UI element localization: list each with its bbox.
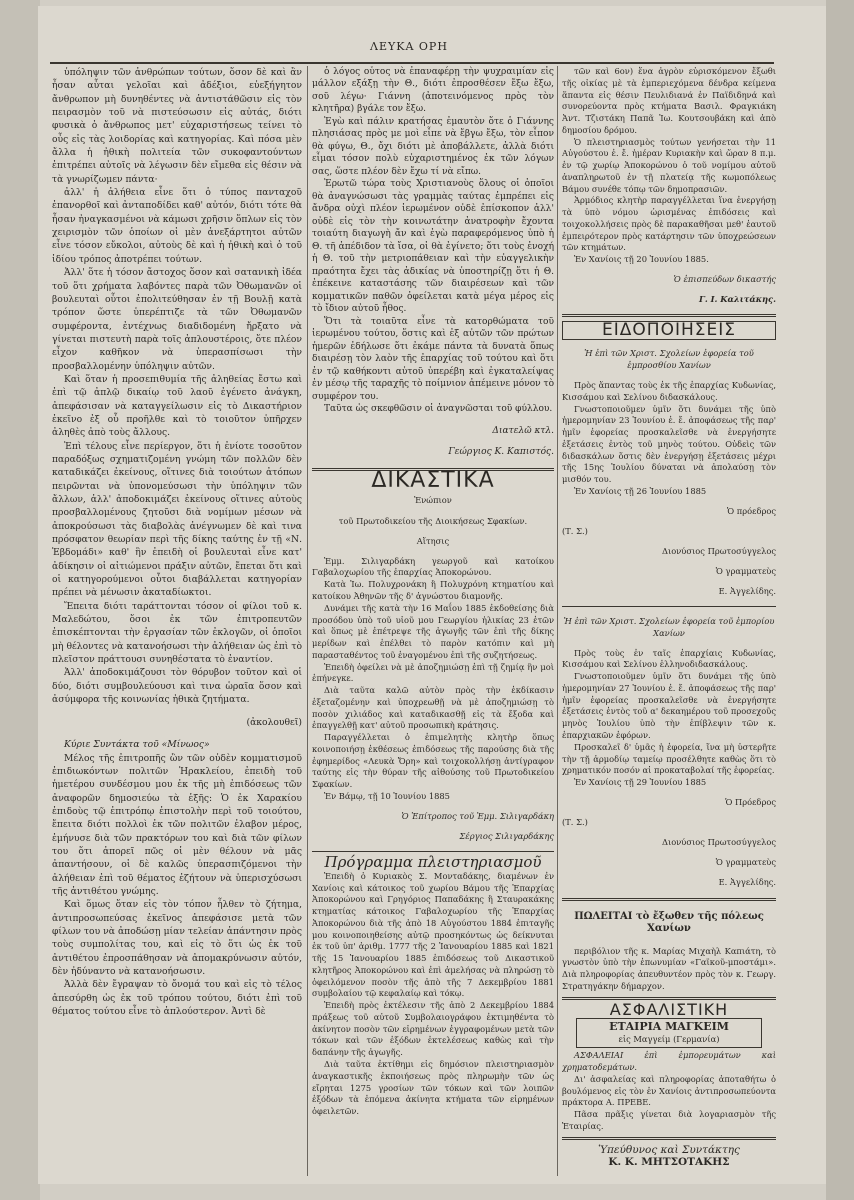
notice-signature: Ὁ γραμματεὺς [715, 857, 776, 868]
section-rule [562, 898, 776, 901]
insurance-text: Πᾶσα πρᾶξις γίνεται διὰ λογαριασμὸν τῆς Ἑταιρίας. [562, 1109, 776, 1131]
section-rule [312, 851, 554, 852]
letter-paragraph: Μέλος τῆς ἐπιτροπῆς ὢν τῶν οὐδὲν κομματισμοῦ ἐπιδιωκόντων πολιτῶν Ἡρακλείου, ἐπειδὴ τοῦ ἡμετέρου συνδέσμου μου ἐκ τῆς μὴ ἐπιδόσεως τῶν ἀναφορῶν δημοσιεύω τὰ ἑξῆς: Ὁ ἐκ Χαρακίου ἐπιδοὺς τῷ ἐπιτρόπῳ ἐπιστολὴν περὶ τοῦ τοιούτου, ἔπειτα διότι πολλοὶ ἐκ τῶν πολιτῶν ἐλαβον μέρος, ἐμήνυσε διὰ τῶν πρακτόρων του καὶ διὰ τῶν φίλων του ὅτι ἀπορεῖ πῶς οἱ μὲν θέλουν νὰ μᾶς ἀπαντήσουν, οἱ δὲ καλῶς ὑπερασπιζόμενοι τὴν ἀλήθειαν ἐπὶ τοῦ θέματος ἐζήτουν νὰ ὑπερισχύσωσι τῆς ἀντιθέτου γνώμης. [52, 752, 302, 897]
letter-paragraph: Ἀλλὰ δὲν ἔγραψαν τὸ ὄνομά του καὶ εἰς τὸ τέλος ἀπεσύρθη ὡς ἐκ τοῦ τρόπου τούτου, διότι ἐπὶ τοῦ θέματος τούτου εἶνε τὸ ἀπλούστερον. Ἀντὶ δὲ [52, 979, 302, 1018]
notice-paragraph: Πρὸς τοὺς ἐν ταῖς ἐπαρχίαις Κυδωνίας, Κισσάμου καὶ Σελίνου ἑλληνοδιδασκάλους. [562, 647, 776, 670]
court-heading: Ἐνώπιον [414, 495, 452, 506]
notices-title: ΕΙΔΟΠΟΙΗΣΕΙΣ [602, 320, 736, 341]
notice-seal: (Τ. Σ.) [562, 526, 588, 537]
court-heading: τοῦ Πρωτοδικείου τῆς Διοικήσεως Σφακίων. [338, 515, 528, 526]
auction-signature-title: Ὁ ἐπισπεύδων δικαστής [673, 274, 776, 285]
letter-paragraph: ὁ λόγος οὗτος νὰ ἐπαναφέρῃ τὴν ψυχραιμίαν εἰς μάλλον εξάξῃ τὴν Θ., διότι ἐπροσθέσεν ἔξω ἔξω, σοῦ λέγω· Γιάννη (ἀποτεινόμενος πρὸς τὸν κλητῆρα) βγάλε τον ἔξω. [312, 67, 554, 115]
footer-label: Ὑπεύθυνος καὶ Συντάκτης [598, 1143, 740, 1156]
court-paragraph: Ἐμμ. Σιλιγαρδάκη γεωργοῦ καὶ κατοίκου Γαβαλοχωρίου τῆς ἐπαρχίας Ἀποκορώνου. [312, 555, 554, 578]
auction-signature-name: Γ. Ι. Καλιτάκης. [698, 294, 776, 305]
auction-title: Πρόγραμμα πλειστηριασμοῦ [324, 853, 542, 872]
notice-paragraph: Γνωστοποιοῦμεν ὑμῖν ὅτι δυνάμει τῆς ὑπὸ ἡμερομηνίαν 23 Ἰουνίου ἐ. ἔ. ἀποφάσεως τῆς παρ' ἡμῖν ἐφορείας προσκαλεῖσθε νὰ ἐνεργήσητε ἐξετάσεις ἐντὸς τοῦ μηνὸς τούτου. Οὐδεὶς τῶν διδασκάλων ὅστις δὲν ἐνεργήσῃ ἐξετάσεις μέχρι τῆς 15ης Ἰουλίου δύναται νὰ ἀπολαύσῃ τὸν μισθόν του. [562, 403, 776, 485]
auction-paragraph: τῶν καὶ 6ον) ἕνα ἀγρὸν εὑρισκόμενον ἔξωθι τῆς οἰκίας μὲ τὰ ἐμπεριεχόμενα δένδρα κείμενα ἅπαντα εἰς θέσιν Πευλιδιανά ἐν Παϊδιδηνά καὶ συνορεύοντα πρὸς κτήματα Βασιλ. Φραγκιάκη Ἀντ. Τζιστάκη Παπᾶ Ἰω. Κουτσουβάκη καὶ ἀπὸ δημοσίου δρόμου. [562, 66, 776, 135]
letter-title: Κύριε Συντάκτα τοῦ «Μίνωος» [64, 739, 210, 751]
letter-paragraph: Καὶ ὅμως ὅταν εἰς τὸν τόπον ἦλθεν τὸ ζήτημα, ἀντιπροσωπεύσας ἐκεῖνος ἀπεφάσισε μετὰ τῶν φίλων του νὰ ἀποδώσῃ μίαν τελείαν ἀπάντησιν πρὸς τοὺς συμπολίτας του, καὶ εἰς τὸ ὅτι ὡς ἐκ τοῦ ἀντιθέτου ἐπροσπάθησαν νὰ ἀπομακρύνωσιν αὐτόν, δὲν ἠδύναντο νὰ κατανοήσωσιν. [52, 899, 302, 978]
sale-text: περιβόλιον τῆς κ. Μαρίας Μιχαὴλ Καπιάτη, τὸ γνωστὸν ὑπὸ τὴν ἐπωνυμίαν «Γαϊκοῦ-μποστάμι». Διὰ πληροφορίας ἀπευθυντέον πρὸς τὸν κ. Γεωργ. Στρατηγάκην δήμαρχον. [562, 945, 776, 991]
page-gutter [0, 0, 40, 1200]
column-3 [562, 66, 776, 1169]
section-title-dikastika: ΔΙΚΑΣΤΙΚΑ [371, 467, 495, 493]
notice-paragraph: Γνωστοποιοῦμεν ὑμῖν ὅτι δυνάμει τῆς ὑπὸ ἡμερομηνίαν 27 Ἰουνίου ἐ. ἔ. ἀποφάσεως τῆς παρ' ἡμῖν ἐφορείας προσκαλεῖσθε νὰ ἐνεργήσητε ἐξετάσεις ἐντὸς τοῦ α' δεκαημέρου τοῦ προσεχοῦς μηνὸς Ἰουλίου ὑπὸ τὴν ἐπίβλεψιν τῶν κ. ἐπαρχιακῶν ἐφόρων. [562, 671, 776, 740]
footer-name: Κ. Κ. ΜΗΤΣΟΤΑΚΗΣ [608, 1156, 730, 1169]
insurance-city: εἰς Μαγγείμ (Γερμανία) [618, 1033, 720, 1044]
sale-title: ΠΩΛΕΙΤΑΙ τὸ ἔξωθεν τῆς πόλεως Χανίων [574, 910, 764, 935]
court-paragraph: Ἐπειδὴ ὀφείλει νὰ μὲ ἀποζημιώσῃ ἐπὶ τῇ ζημίᾳ ἣν μοὶ ἐπήνεγκε. [312, 661, 554, 684]
court-paragraph: Διὰ ταῦτα καλῶ αὐτὸν πρὸς τὴν ἐκδίκασιν ἐξεταζομένην καὶ ὑποχρεωθῇ νὰ μὲ ἀποζημιώσῃ τὸ ποσὸν χιλιάδος καὶ καταδικασθῇ εἰς τὰ ἔξοδα καὶ ἐπαγγελθῇ κατ' αὐτοῦ προσωπικὴ κράτησις. [312, 685, 554, 731]
column-divider [307, 66, 308, 1176]
column-2 [312, 66, 554, 1118]
page-fold [826, 0, 854, 1200]
auction-paragraph: Ἐπειδὴ πρὸς ἐκτέλεσιν τῆς ἀπὸ 2 Δεκεμβρίου 1884 πράξεως τοῦ αὐτοῦ Συμβολαιογράφου ἐκτιμηθέντα τὸ ἀκίνητον ποσὸν τῶν εἰρημένων ἐγγραφομένων μετὰ τῶν τόκων καὶ τῶν ἐξόδων ἐκτελέσεως καθὼς καὶ τὴν δαπάνην τῆς ἀγωγῆς. [312, 1000, 554, 1058]
notice-date: Ἐν Χανίοις τῇ 26 Ἰουνίου 1885 [574, 486, 707, 497]
court-signature: Σέργιος Σιλιγαρδάκης [459, 831, 554, 842]
article-paragraph: ὑπόληψιν τῶν ἀνθρώπων τούτων, ὅσον δὲ καὶ ἂν ἦσαν αὗται γελοῖαι καὶ ἀδέξιοι, εὐεξήγητον ἄνθρωπον μὴ δυνηθέντες νὰ ἀντιστάθῶσιν εἰς τὸν πειρασμὸν τοῦ νὰ πιστεύσωσιν εἰς αὐτάς, διότι φυσικὰ ὁ ἄνθρωπος μετ' εὐχαριστήσεως τείνει τὸ οὖς εἰς τὰς λοιδορίας καὶ κατηγορίας. Καὶ πόσα μὲν ἄλλα ἡ ἠθικὴ πολιτεία τῶν συκοφαντούντων ἐπιτρέπει αὐτοῖς νὰ λέγωσιν δὲν εἴμεθα εἰς θέσιν νὰ τὰ γνωρίζωμεν πάντα· [52, 67, 302, 185]
insurance-subtitle: ΑΣΦΑΛΕΙΑΙ ἐπὶ ἐμπορευμάτων καὶ χρηματοδεμάτων. [562, 1050, 776, 1073]
column-1 [52, 66, 302, 1018]
notice-seal: (Τ. Σ.) [562, 817, 588, 828]
notice-signature: Ὁ γραμματεὺς [715, 566, 776, 577]
notice-signature: Διονύσιος Πρωτοσύγγελος [661, 546, 776, 557]
letter-paragraph: Ταῦτα ὡς σκεφθῶσιν οἱ ἀναγνῶσται τοῦ φύλλου. [324, 404, 553, 415]
court-heading: Αἴτησις [416, 535, 450, 546]
continued-note: (ἀκολουθεῖ) [246, 716, 302, 728]
auction-paragraph: Ὁ πλειστηριασμὸς τούτων γενήσεται τὴν 11 Αὐγούστου ἐ. ἔ. ἡμέραν Κυριακὴν καὶ ὥραν 8 π.μ. ἐν τῷ χωρίῳ Ἀποκορώνου ὁ τοῦ νομίμου αὐτοῦ ἀναπληρωτοῦ ἐν τῇ πλατείᾳ τῆς κωμοπόλεως Βάμου συνέθε τόπῳ τῶν δημοπρασιῶν. [562, 136, 776, 194]
court-paragraph: Κατὰ Ἰω. Πολυχρονάκη ἢ Πολυχρόνη κτηματίου καὶ κατοίκου Ἀθηνῶν τῆς δ' ἀγνώστου διαμονῆς. [312, 579, 554, 601]
insurance-text: Δι' ἀσφαλείας καὶ πληροφορίας ἀποταθήτω ὁ βουλόμενος εἰς τὸν ἐν Χανίοις ἀντιπροσωπεύοντα πράκτορα Α. ΠΡΕΒΕ. [562, 1073, 776, 1108]
column-divider [557, 66, 558, 1176]
insurance-company-box [576, 1018, 762, 1048]
auction-paragraph: Διὰ ταῦτα ἐκτίθημι εἰς δημόσιον πλειστηριασμὸν ἀναγκαστικῆς ἐκποιήσεως πρὸς πληρωμὴν τῶν ὡς εἴρηται 1275 γροσίων τῶν τόκων καὶ τῶν λοιπῶν ἐξόδων τὰ ἑπόμενα ἀκίνητα κτήματα τῶν εἰρημένων ὀφειλετῶν. [312, 1058, 554, 1117]
letter-signature: Γεώργιος Κ. Καπιστός. [448, 447, 554, 458]
court-paragraph: Παραγγέλλεται ὁ ἐπιμελητὴς κλητὴρ ὅπως κοινοποιήσῃ ἐκθέσεως ἐπιδόσεως τῆς παρούσης διὰ τῆς ἐφημερίδος «Λευκὰ Ὄρη» καὶ τοιχοκολλήσῃ ἀντίγραφον ταύτης εἰς τὴν θύραν τῆς αἰθούσης τοῦ Πρωτοδικείου Σφακίων. [312, 732, 554, 790]
notice-heading: Ἡ ἐπὶ τῶν Χριστ. Σχολείων ἐφορεία τοῦ ἐμπροσθίου Χανίων [584, 348, 754, 371]
notice-signature: Ε. Ἀγγελίδης. [718, 586, 776, 597]
notice-paragraph: Προσκαλεῖ δ' ὑμᾶς ἡ ἐφορεία, ἵνα μὴ ὑστερῆτε τὴν τῇ ἁρμοδίῳ ταμείῳ προσέλθητε καθὼς ὅτι τὸ χρηματικόν ποσόν αἱ προκαταβολαί τῆς ἐφορείας. [562, 741, 776, 776]
article-paragraph: Καὶ ὅταν ἡ προσεπιθυμία τῆς ἀληθείας ἔστω καὶ ἐπὶ τῷ ἀπλῷ δικαίῳ τοῦ λαοῦ ἐγένετο ἀνάγκη, ἀπεφάσισαν νὰ καταγγείλωσιν εἰς τὸ Δικαστήριον ἐκεῖνο ἐξ οὗ προῆλθε καὶ τὸ τοιοῦτον ὑπῆρχεν ἀληθὲς ἀπὸ τοὺς ἄλλους. [52, 373, 302, 439]
article-paragraph: Ἀλλ' ὅτε ἡ τόσον ἄστοχος ὅσον καὶ σατανικὴ ἰδέα τοῦ ὅτι χρήματα λαβόντες παρὰ τῶν Ὀθωμανῶν οἱ βουλευταὶ οὗτοι ἐπολιτεύθησαν ἐν τῇ Βουλῇ κατὰ τρόπον ὥστε ὑπερέπτιζε τὰ τῶν Ὀθωμανῶν συμφέροντα, ἐντέχνως διαδιδομένη ἤρξατο νὰ γίνεται πιστευτὴ παρὰ τοῖς ἁπλουστέροις, ὅτε πλέον εἶχον καθῆκον νὰ ὑπερασπίσωσι τὴν προσβαλλομένην ὑπόληψιν αὐτῶν. [52, 267, 302, 372]
notice-paragraph: Πρὸς ἅπαντας τοὺς ἐκ τῆς ἐπαρχίας Κυδωνίας, Κισσάμου καὶ Σελίνου διδασκάλους. [562, 380, 776, 402]
letter-paragraph: Ἐγὼ καὶ πάλιν κρατήσας ἐμαυτὸν ὅτε ὁ Γιάννης πλησιάσας πρὸς με μοὶ εἶπε νὰ ἔβγω ἔξω, τὸν εἶπον θὰ φύγω, Θ., ὄχι διότι μὲ ἀποβάλλετε, ἀλλὰ διότι εἶμαι τόσον πολὺ εὐχαριστημένος ἐκ τῶν λόγων σας, ὥστε πλέον δὲν ἔχω τί νὰ εἴπω. [312, 116, 554, 177]
court-signature: Ὁ Ἐπίτροπος τοῦ Ἐμμ. Σιλιγαρδάκη [401, 811, 554, 822]
court-paragraph: Δυνάμει τῆς κατὰ τὴν 16 Μαΐου 1885 ἐκδοθείσης διὰ προσόδου ὑπὸ τοῦ υἱοῦ μου Γεωργίου ἡλικίας 23 ἐτῶν καὶ ὅπως μὲ ἐπέτρεψε τῆς ἀγωγῆς τῶν ἐπὶ τῆς δίκης μερίδων καὶ ἐπέλθει τὸ παρὸν κατόπιν καὶ μὴ παρασταθέντος τοῦ ἐναγομένου ἐπὶ τῆς συζητήσεως. [312, 602, 554, 660]
section-rule [562, 314, 776, 317]
section-rule [562, 606, 776, 607]
section-rule [562, 1137, 776, 1140]
letter-paragraph: Ὅτι τὰ τοιαῦτα εἶνε τὰ κατορθώματα τοῦ ἱερωμένου τούτου, ὅστις καὶ ἐξ αὐτῶν τῶν πρώτων ἡμερῶν ἐδήλωσε ὅτι ἐκάμε πάντα τὰ δυνατὰ ὅπως διαιρέσῃ τὸν λαὸν τῆς ἐπαρχίας τοῦ τούτου καὶ ὅτι ἐν τῷ καθήκοντι αὐτοῦ ὑπερέβη καὶ ἐγκαταλείψας ἐν μέσῳ τῆς ταραχῆς τὸ ποίμνιον ἀπέμεινε μόνον τὸ συμφέρον του. [312, 316, 554, 402]
header-rule [50, 62, 774, 64]
auction-date: Ἐν Χανίοις τῇ 20 Ἰουνίου 1885. [574, 254, 709, 265]
article-paragraph: Ἀλλ' ἀποδοκιμάζουσι τὸν θόρυβον τοῦτον καὶ οἱ δύο, διότι συμβουλεύουσι καὶ τινα ὡραῖα ὅσον καὶ ἀσύμφορα τῆς κοινωνίας ἠθικὰ ζητήματα. [52, 667, 302, 706]
notice-signature: Ε. Ἀγγελίδης. [718, 877, 776, 888]
notice-heading: Ἡ ἐπὶ τῶν Χριστ. Σχολείων ἐφορεία τοῦ ἐμπορίου Χανίων [563, 615, 775, 638]
notice-signature: Ὁ πρόεδρος [727, 506, 776, 517]
letter-paragraph: Ἐρωτῶ τώρα τοὺς Χριστιανοὺς ὅλους οἱ ὁποῖοι θὰ ἀναγνώσωσι τὰς γραμμὰς ταύτας ἐμπρέπει εἰς ἄνδρα οὐχὶ πλέον ἱερωμένον οὐδὲ ἐπίσκοπον ἀλλ' οὐδὲ εἰς τὸν τὴν κοινωτάτην ἀνατροφὴν ἔχοντα τοιαύτη διαγωγὴ ἄν καὶ ἐγὼ παραφερόμενος ὑπὸ ἡ Θ. τῆ ἀπέδιδον τὰ ἴσα, οἱ θὰ ἐγίνετο; ὅτι τοὺς ἐνοχή ἡ Θ. τοῦ τὴν μετριοπάθειαν καὶ τὴν εὐαγγελικὴν πραότητα ἔχει τὰς ἀδικίας νὰ ὑποστηρίζῃ ὅτι ἡ Θ. ἐπέκεινε καταστάσης τῶν διαιρέσεων καὶ τῶν κομματικῶν παθῶν ὀφείλεται κατὰ μέγα μέρος εἰς τὸ ἴδιον αὐτοῦ ἦθος. [312, 179, 554, 315]
notice-date: Ἐν Χανίοις τῇ 29 Ἰουνίου 1885 [574, 777, 707, 788]
masthead-title: ΛΕΥΚΑ ΟΡΗ [370, 40, 448, 53]
notice-signature: Ὁ Πρόεδρος [725, 797, 776, 808]
letter-closing: Διατελῶ κτλ. [492, 425, 554, 436]
article-paragraph: ἀλλ' ἡ ἀλήθεια εἶνε ὅτι ὁ τύπος πανταχοῦ ἐπανορθοῖ καὶ ἀνταποδίδει καθ' αὐτόν, διότι τότε θὰ ἦσαν ἠναγκασμένοι νὰ κάμωσι χρῆσιν ὅπλων εἰς τὸν χειρισμὸν τῶν ὁποίων οἱ μὲν ἀνεξάρτητοι αὐτῶν εἶνε τόσον εὔκολοι, αὐτοὺς δὲ καὶ ἡ ἠθικὴ καὶ ὁ τοῦ ἰδίου τρόπος ἀποτρέπει τούτων. [52, 187, 302, 265]
article-paragraph: Ἐπὶ τέλους εἶνε περίεργον, ὅτι ἡ ἐνίοτε τοσοῦτον παραδόξως σχηματιζομένη γνώμη τῶν πολλῶν δὲν καταδικάζει ἐκείνους, οἵτινες διὰ τοιούτων ἀτόπων πειρῶνται νὰ ὑπονομεύσωσι τὴν ὑπόληψιν τῶν ἄλλων, ἀλλ' ἀποδοκιμάζει ἐκείνους οἵτινες αὐτοὺς προσβαλλομένους ζητοῦσι διὰ νομίμων μέσων νὰ ἀποκρούσωσι τὰς διαβολὰς ἀνέγνωμεν δὲ καὶ τινα πρόσφατον θεωρίαν περὶ τῆς δίκης ταύτης ἐν τῇ «Ν. Ἑβδομάδι» καθ' ἣν ἐπειδὴ οἱ βουλευταὶ εἶνε κατ' ἀδίκησιν οἱ αἰτιώμενοι πράξιν αὐτῶν, ἔπεται ὅτι καὶ οἱ κατηγορούμενοι οὗτοι διαβάλλεται κατηγορίαν πρέπει νὰ μένωσιν ἀκαταδίωκτοι. [52, 440, 302, 599]
article-paragraph: Ἔπειτα διότι ταράττονται τόσον οἱ φίλοι τοῦ κ. Μαλεδώτου, ὅσοι ἐκ τῶν ἐπιτροπευτῶν ἐπισκέπτονται τὴν ἐργασίαν τῶν ἐκλογῶν, οἱ ὁποῖοι μὴ θέλοντες νὰ κατανοήσωσι τὴν ἀλήθειαν ὡς ἐπὶ τὸ πλεῖστον πράττουσι συνηθέστατα τὸ ἐναντίον. [52, 600, 302, 666]
insurance-title: ΑΣΦΑΛΙΣΤΙΚΗ [609, 999, 729, 1019]
notice-signature: Διονύσιος Πρωτοσύγγελος [661, 837, 776, 848]
auction-paragraph: Ἁρμόδιος κλητὴρ παραγγέλλεται ἵνα ἐνεργήσῃ τὰ ὑπὸ νόμου ὡρισμένας ἐπιδόσεις καὶ τοιχοκολλήσεις πρὸς δὲ παρακαθῆσαι μεθ' ἑαυτοῦ ἐμπειρότερον πρὸς κατάρτησιν τῶν ὑποχρεώσεων τῶν κτημάτων. [562, 195, 776, 253]
auction-paragraph: Ἐπειδὴ ὁ Κυριακὸς Σ. Μονταδάκης, διαμένων ἐν Χανίοις καὶ κάτοικος τοῦ χωρίου Βάμου τῆς Ἐπαρχίας Ἀποκορώνου καὶ Γρηγόριος Παπαδάκης ἢ Σταυρακάκης κτηματίας κάτοικος Γαβαλοχωρίου τῆς Ἐπαρχίας Ἀποκορώνου διὰ τῆς ἀπὸ 18 Αὐγούστου 1884 ἐπιταγῆς μου κοινοποιηθείσης αὐτῷ προσηκόντως ὡς δείκνυται ἐκ τοῦ ὑπ' ἀριθμ. 1777 τῆς 2 Ἰανουαρίου 1885 καὶ 1821 τῆς 15 Ἰανουαρίου 1885 ἐπιδόσεως τοῦ Δικαστικοῦ κλητῆρος Ἀποκορώνου καὶ ἐπὶ ἀμελήσας νὰ πληρώσῃ τὸ ὀφειλόμενον ποσὸν τῆς ἀπὸ τῆς 7 Δεκεμβρίου 1881 συμβολαίου τῷ κεφαλαίῳ καὶ τόκῳ. [312, 870, 554, 999]
court-date: Ἐν Βάμῳ, τῇ 10 Ἰουνίου 1885 [324, 791, 450, 802]
notices-box [562, 321, 776, 339]
insurance-company: ΕΤΑΙΡΙΑ ΜΑΓΚΕΙΜ [609, 1020, 729, 1034]
